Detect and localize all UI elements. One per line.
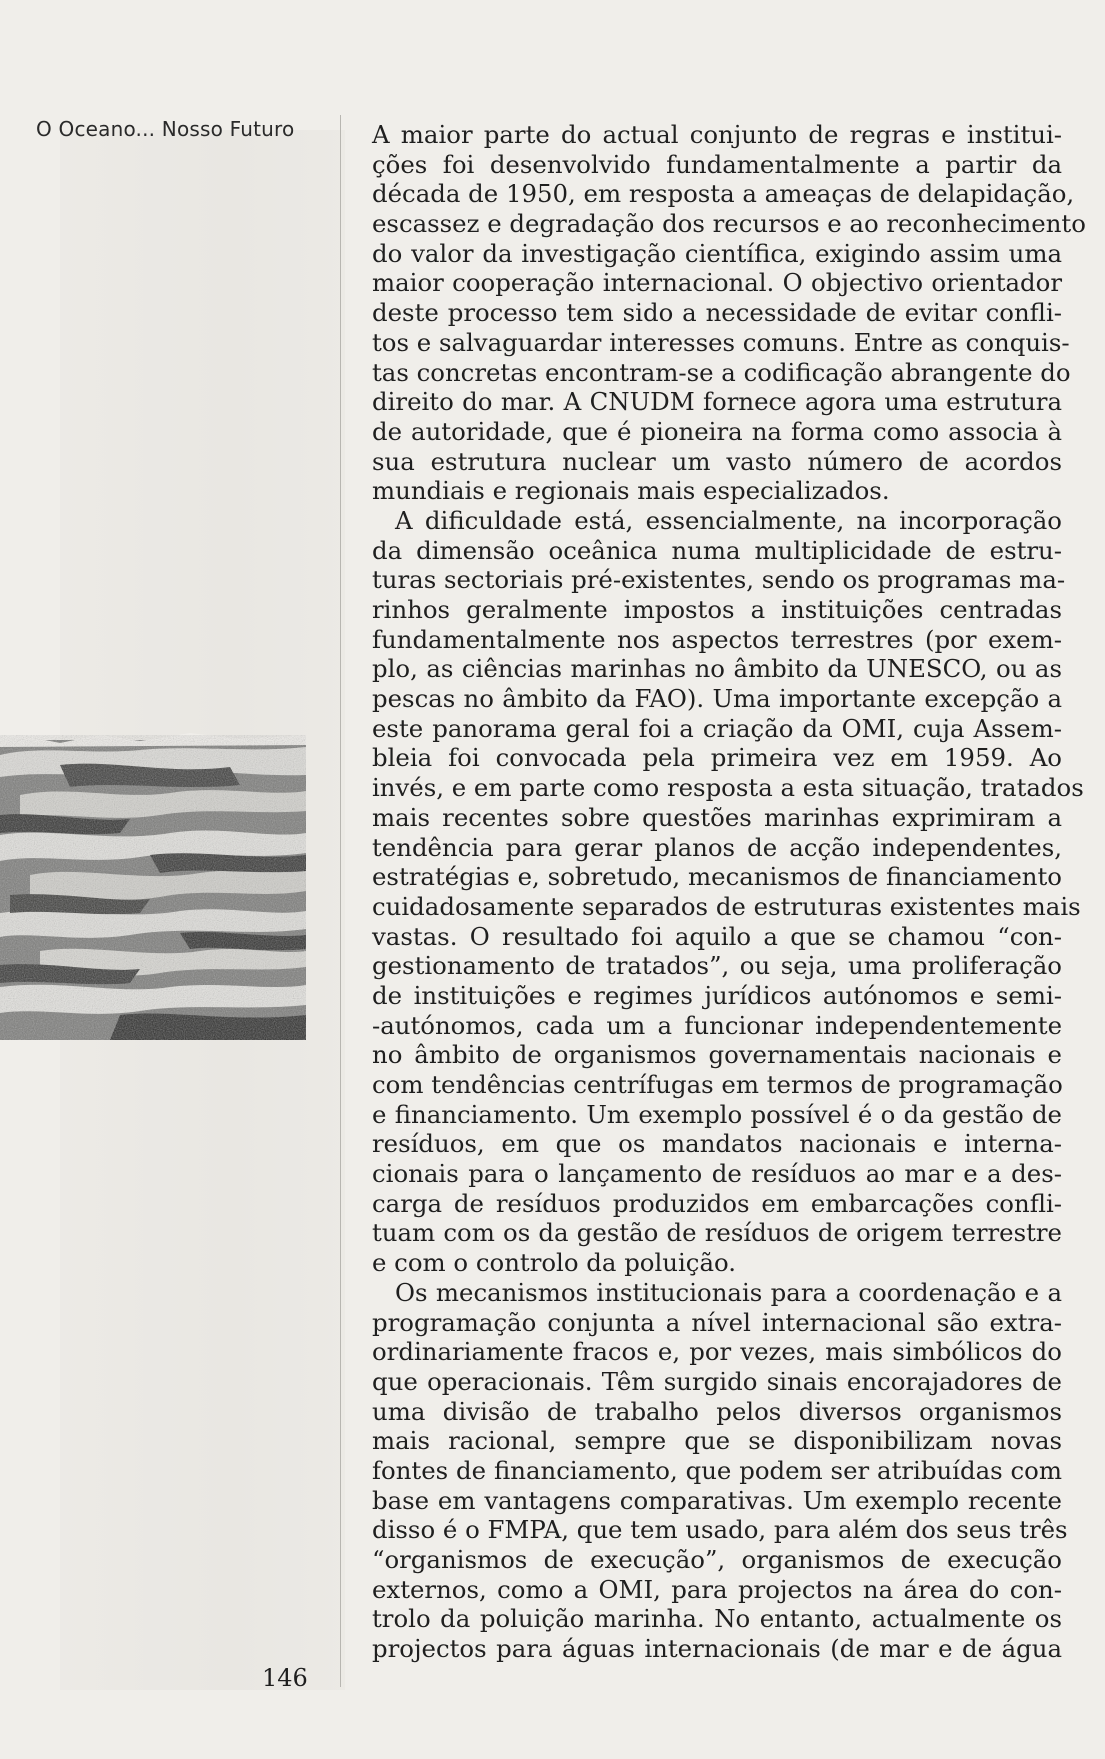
text-line: “organismos de execução”, organismos de execução <box>372 1545 1062 1574</box>
text-line: rinhos geralmente impostos a instituições centradas <box>372 595 1062 624</box>
text-line: disso é o FMPA, que tem usado, para além dos seus três <box>372 1515 1068 1545</box>
text-line: com tendências centrífugas em termos de programação <box>372 1070 1063 1099</box>
text-line: estratégias e, sobretudo, mecanismos de financiamento <box>372 862 1062 892</box>
text-line: trolo da poluição marinha. No entanto, actualmente os <box>372 1604 1062 1634</box>
text-line: mais recentes sobre questões marinhas exprimiram a <box>372 802 1062 832</box>
text-line: do valor da investigação científica, exigindo assim uma <box>372 238 1062 268</box>
text-line: A dificuldade está, essencialmente, na incorporação <box>395 505 1062 535</box>
text-line: tos e salvaguardar interesses comuns. Entre as conquis- <box>372 327 1070 357</box>
text-line: este panorama geral foi a criação da OMI, cuja Assem- <box>372 713 1062 743</box>
text-line: resíduos, em que os mandatos nacionais e interna- <box>372 1129 1062 1159</box>
text-line: escassez e degradação dos recursos e ao reconhecimento <box>372 209 1086 239</box>
ocean-waves-photo <box>0 715 306 1055</box>
text-line: A maior parte do actual conjunto de regras e institui- <box>372 120 1062 149</box>
text-line: cionais para o lançamento de resíduos ao mar e a des- <box>372 1159 1062 1189</box>
text-line: mais racional, sempre que se disponibilizam novas <box>372 1426 1062 1456</box>
text-line: tendência para gerar planos de acção independentes, <box>372 832 1062 862</box>
text-line: deste processo tem sido a necessidade de evitar confli- <box>372 298 1062 328</box>
text-line: gestionamento de tratados”, ou seja, uma proliferação <box>372 951 1062 981</box>
text-line: maior cooperação internacional. O objectivo orientador <box>372 268 1062 298</box>
body-text <box>372 120 1086 1664</box>
ocean-waves-photo-icon <box>0 715 306 1055</box>
text-line: de instituições e regimes jurídicos autónomos e semi- <box>372 980 1062 1010</box>
text-line: tas concretas encontram-se a codificação abrangente do <box>372 357 1071 387</box>
paragraph <box>372 505 1084 1278</box>
text-line: Os mecanismos institucionais para a coordenação e a <box>395 1277 1062 1307</box>
text-line: e com o controlo da poluição. <box>372 1248 737 1278</box>
text-line: base em vantagens comparativas. Um exemplo recente <box>372 1485 1062 1515</box>
text-line: fundamentalmente nos aspectos terrestres (por exem- <box>372 624 1062 654</box>
text-line: ções foi desenvolvido fundamentalmente a partir da <box>372 149 1062 179</box>
text-line: direito do mar. A CNUDM fornece agora uma estrutura <box>372 387 1062 417</box>
text-line: no âmbito de organismos governamentais nacionais e <box>372 1040 1062 1070</box>
text-line: sua estrutura nuclear um vasto número de acordos <box>372 446 1062 476</box>
text-line: que operacionais. Têm surgido sinais encorajadores de <box>372 1366 1062 1396</box>
text-line: invés, e em parte como resposta a esta situação, tratados <box>372 773 1084 803</box>
text-line: tuam com os da gestão de resíduos de origem terrestre <box>372 1218 1062 1248</box>
text-line: bleia foi convocada pela primeira vez em 1959. Ao <box>372 743 1062 773</box>
paragraph <box>372 1277 1068 1664</box>
text-line: de autoridade, que é pioneira na forma como associa à <box>372 416 1062 446</box>
text-line: carga de resíduos produzidos em embarcações confli- <box>372 1188 1062 1218</box>
text-line: vastas. O resultado foi aquilo a que se chamou “con- <box>372 921 1062 951</box>
text-line: externos, como a OMI, para projectos na área do con- <box>372 1574 1062 1604</box>
text-line: fontes de financiamento, que podem ser atribuídas com <box>372 1455 1062 1485</box>
text-line: e financiamento. Um exemplo possível é o da gestão de <box>372 1099 1062 1129</box>
running-head: O Oceano... Nosso Futuro <box>36 117 295 141</box>
text-line: da dimensão oceânica numa multiplicidade de estru- <box>372 535 1062 565</box>
text-line: plo, as ciências marinhas no âmbito da UNESCO, ou as <box>372 654 1062 684</box>
page-number: 146 <box>262 1664 308 1692</box>
text-line: mundiais e regionais mais especializados. <box>372 476 890 506</box>
text-line: pescas no âmbito da FAO). Uma importante excepção a <box>372 684 1062 714</box>
paragraph <box>372 120 1086 506</box>
text-line: uma divisão de trabalho pelos diversos organismos <box>372 1396 1062 1426</box>
column-divider-rule <box>340 115 341 1687</box>
text-line: cuidadosamente separados de estruturas existentes mais <box>372 891 1081 921</box>
text-line: década de 1950, em resposta a ameaças de delapidação, <box>372 179 1075 209</box>
text-line: programação conjunta a nível internacional são extra- <box>372 1307 1062 1337</box>
text-line: -autónomos, cada um a funcionar independentemente <box>372 1010 1062 1040</box>
text-line: turas sectoriais pré-existentes, sendo os programas ma- <box>372 565 1066 595</box>
text-line: ordinariamente fracos e, por vezes, mais simbólicos do <box>372 1337 1062 1367</box>
text-line: projectos para águas internacionais (de mar e de água <box>372 1634 1062 1664</box>
